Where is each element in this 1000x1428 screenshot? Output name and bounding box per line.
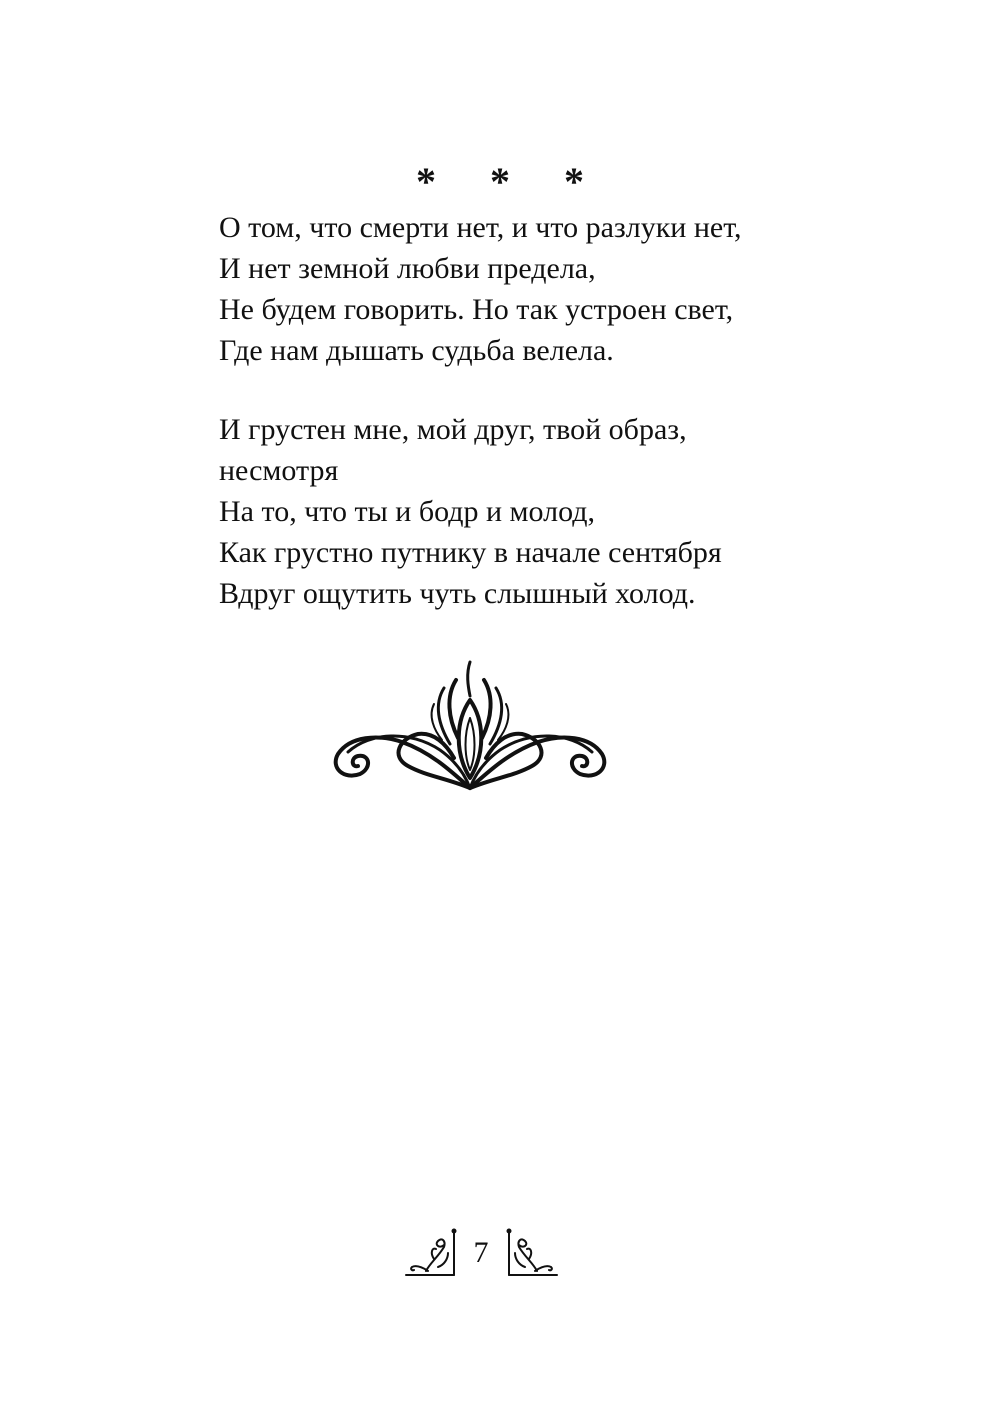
poem	[219, 207, 919, 652]
poem-line: И нет земной любви предела,	[219, 252, 596, 285]
poem-line: Вдруг ощутить чуть слышный холод.	[219, 577, 696, 610]
section-asterisks: * * *	[416, 159, 606, 204]
page-footer	[0, 1225, 1000, 1285]
right-folio-flourish-icon	[503, 1227, 559, 1279]
poem-line: Не будем говорить. Но так устроен свет,	[219, 293, 734, 326]
poem-line: И грустен мне, мой друг, твой образ,	[219, 413, 687, 446]
poem-line: О том, что смерти нет, и что разлуки нет,	[219, 211, 742, 244]
page-number: 7	[473, 1236, 489, 1269]
stanza-1	[219, 207, 919, 371]
left-folio-flourish-icon	[404, 1227, 460, 1279]
stanza-2	[219, 409, 919, 614]
poem-line: несмотря	[219, 454, 339, 487]
poem-line: Как грустно путнику в начале сентября	[219, 536, 722, 569]
flourish-ornament-icon	[330, 660, 610, 795]
poem-line: На то, что ты и бодр и молод,	[219, 495, 595, 528]
poem-line: Где нам дышать судьба велела.	[219, 334, 614, 367]
